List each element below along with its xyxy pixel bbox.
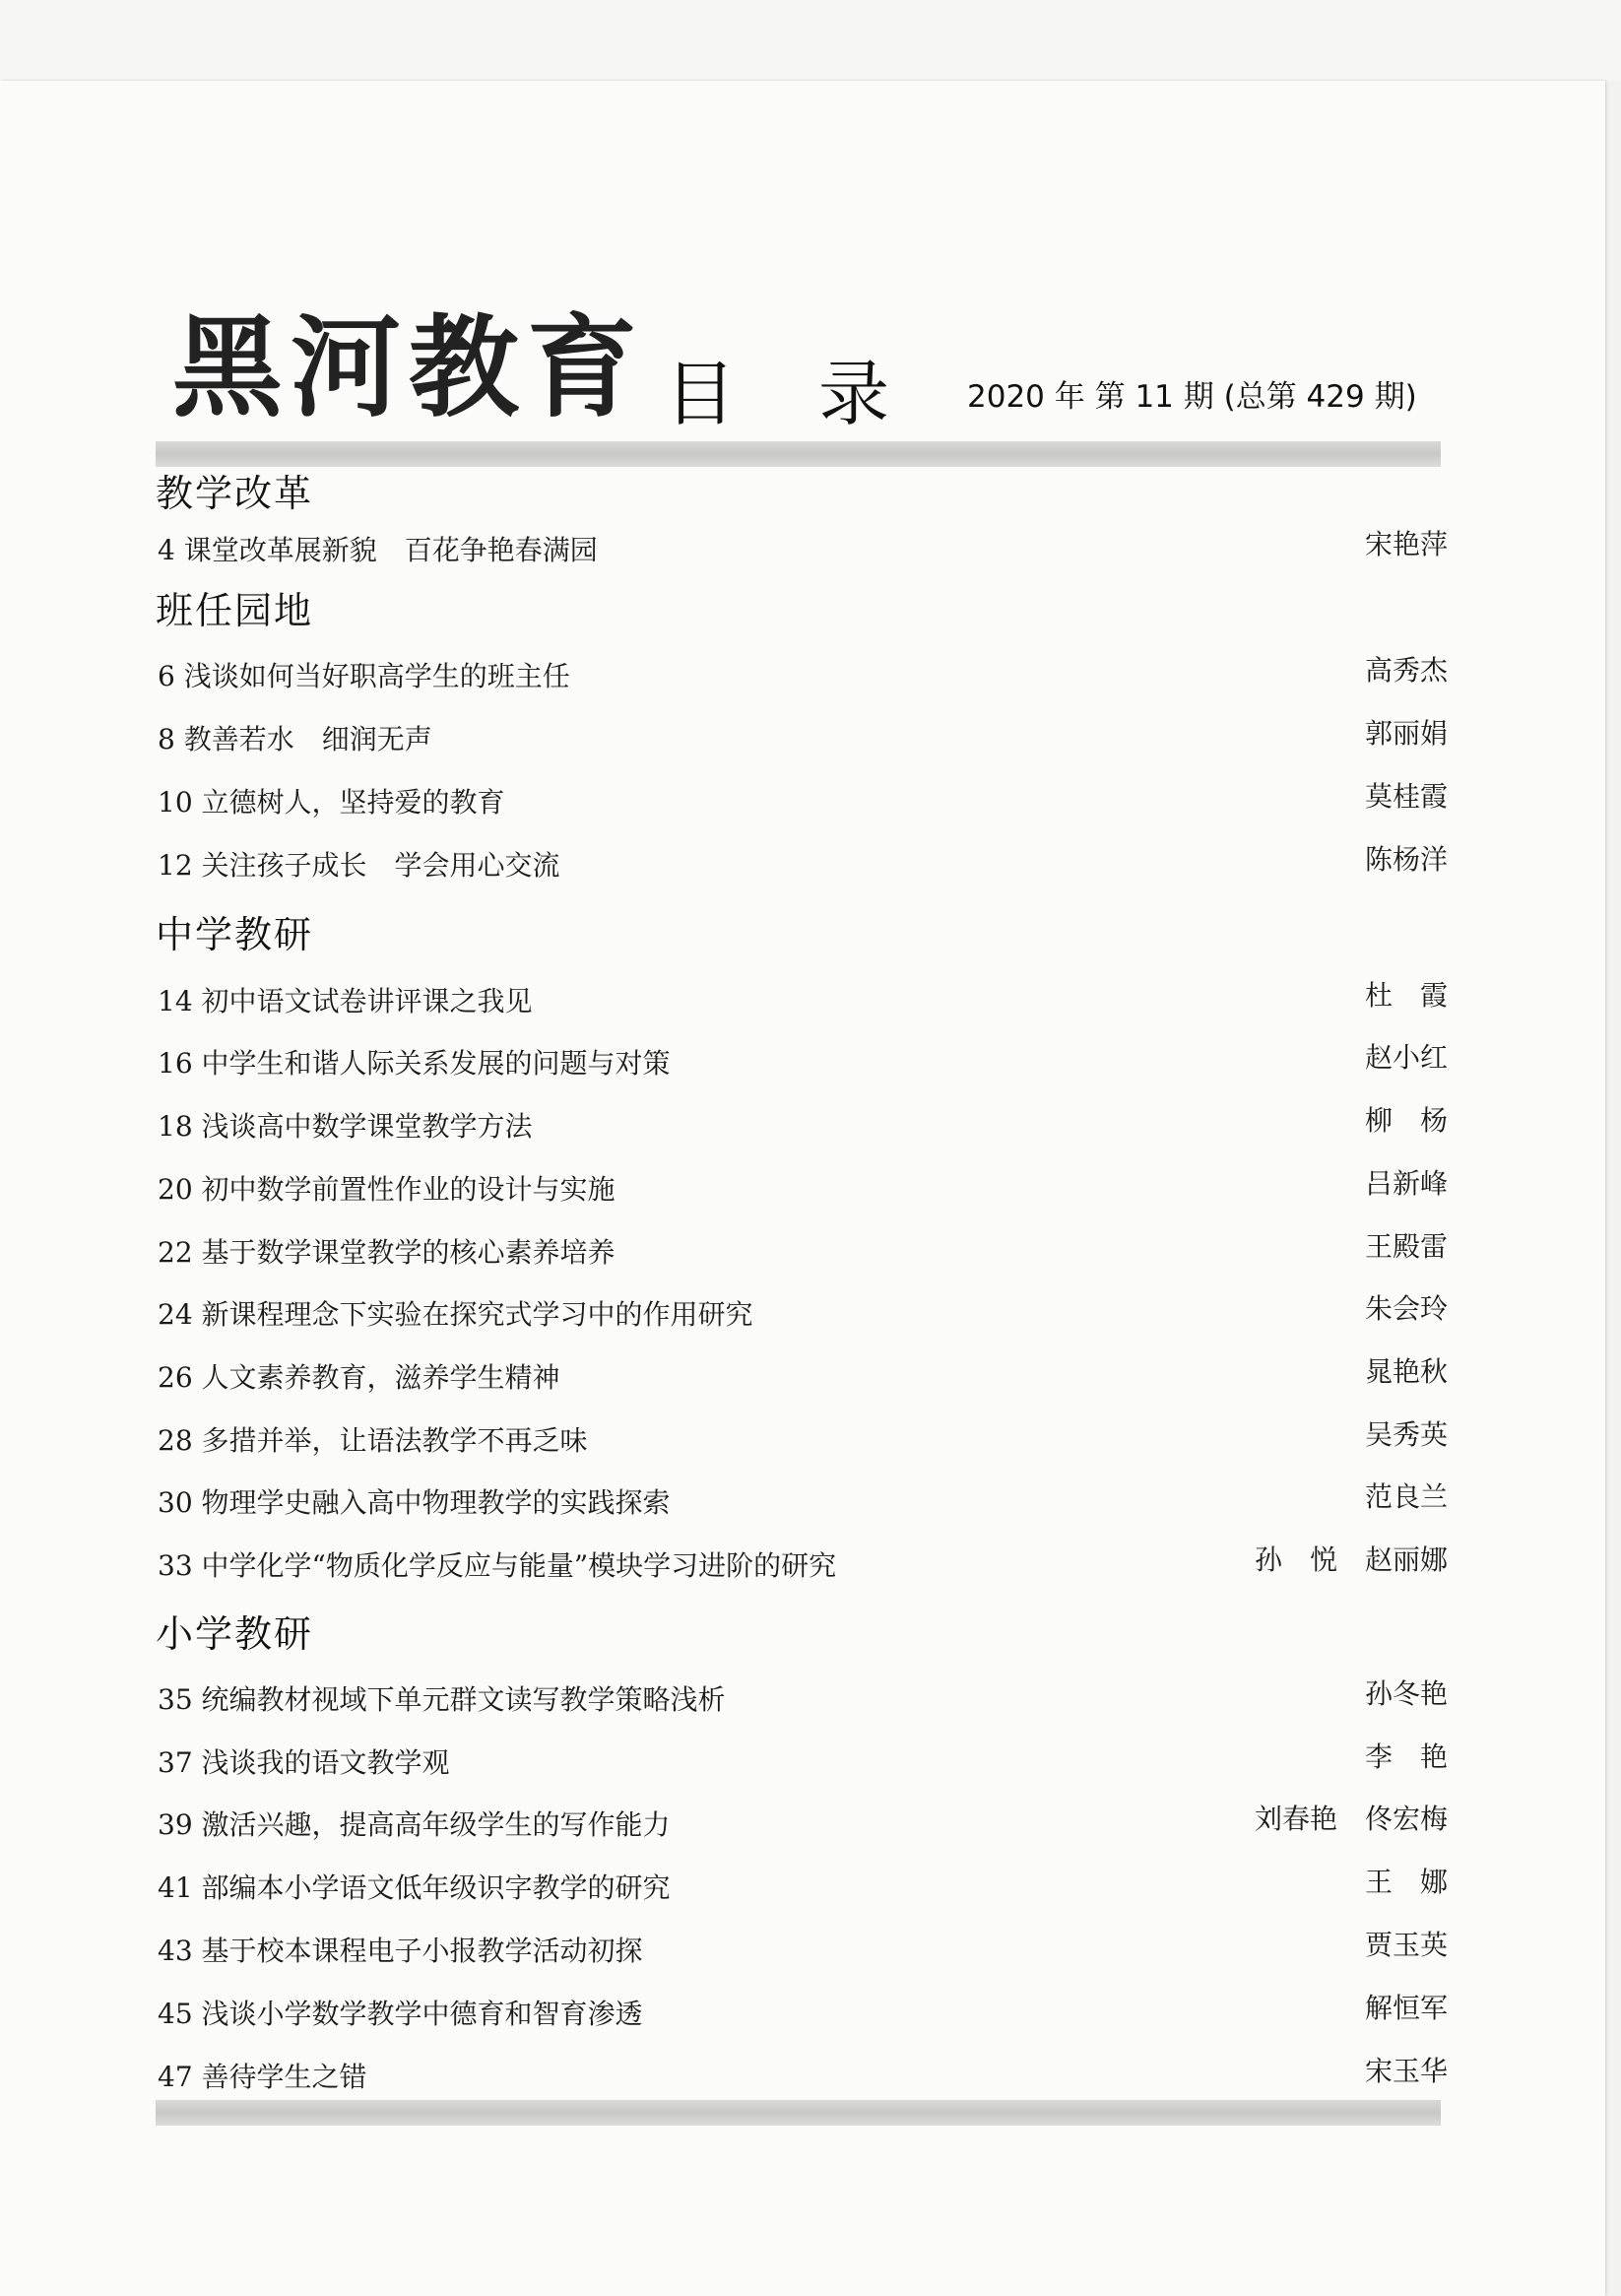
entry-author: 莫桂霞 bbox=[1364, 780, 1448, 813]
entry-author: 高秀杰 bbox=[1364, 654, 1448, 687]
entry-author: 郭丽娟 bbox=[1364, 717, 1448, 750]
entry-page: 39 bbox=[158, 1808, 193, 1841]
entry-page: 41 bbox=[158, 1871, 193, 1904]
entry-title: 中学生和谐人际关系发展的问题与对策 bbox=[201, 1047, 671, 1080]
toc-entry[interactable] bbox=[158, 717, 1448, 756]
entry-page: 8 bbox=[158, 723, 175, 755]
entry-page: 24 bbox=[158, 1298, 193, 1331]
entry-page: 33 bbox=[158, 1549, 193, 1582]
toc-entry[interactable] bbox=[158, 1543, 1448, 1583]
toc-entry[interactable] bbox=[158, 1803, 1448, 1842]
entry-page: 35 bbox=[158, 1683, 193, 1716]
issue-info: 2020 年 第 11 期 (总第 429 期) bbox=[967, 379, 1417, 415]
entry-page: 18 bbox=[158, 1110, 193, 1143]
entry-page: 22 bbox=[158, 1236, 193, 1269]
entry-title: 多措并举，让语法教学不再乏味 bbox=[201, 1424, 588, 1457]
toc-entry[interactable] bbox=[158, 1167, 1448, 1207]
entry-page: 4 bbox=[158, 534, 175, 566]
entry-author: 柳 杨 bbox=[1364, 1104, 1448, 1137]
entry-author: 晁艳秋 bbox=[1364, 1355, 1448, 1388]
entry-author: 解恒军 bbox=[1364, 1992, 1448, 2024]
entry-title: 立德树人，坚持爱的教育 bbox=[201, 786, 505, 819]
entry-author: 佟宏梅 bbox=[1364, 1803, 1448, 1835]
entry-title: 关注孩子成长 学会用心交流 bbox=[201, 849, 560, 882]
entry-title: 浅谈我的语文教学观 bbox=[201, 1746, 450, 1779]
entry-title: 教善若水 细润无声 bbox=[183, 723, 432, 755]
entry-title: 物理学史融入高中物理教学的实践探索 bbox=[201, 1486, 671, 1519]
toc-entry[interactable] bbox=[158, 1355, 1448, 1395]
entry-author: 宋玉华 bbox=[1364, 2055, 1448, 2087]
entry-author: 孙冬艳 bbox=[1364, 1677, 1448, 1710]
toc-entry[interactable] bbox=[158, 1929, 1448, 1968]
entry-title: 部编本小学语文低年级识字教学的研究 bbox=[201, 1871, 671, 1904]
entry-author: 李 艳 bbox=[1364, 1740, 1448, 1773]
entry-author: 陈杨洋 bbox=[1364, 843, 1448, 876]
entry-coauthor: 刘春艳 bbox=[1254, 1803, 1337, 1835]
bottom-divider-band bbox=[156, 2100, 1441, 2126]
entry-title: 浅谈如何当好职高学生的班主任 bbox=[183, 660, 570, 692]
entry-page: 6 bbox=[158, 660, 175, 692]
entry-title: 初中语文试卷讲评课之我见 bbox=[201, 985, 533, 1017]
toc-heading: 目录 bbox=[665, 353, 973, 435]
entry-title: 人文素养教育，滋养学生精神 bbox=[201, 1361, 560, 1394]
entry-author: 王殿雷 bbox=[1364, 1230, 1448, 1263]
entry-page: 12 bbox=[158, 849, 193, 882]
toc-entry[interactable] bbox=[158, 1677, 1448, 1717]
toc-entry[interactable] bbox=[158, 528, 1448, 567]
toc-entry[interactable] bbox=[158, 1480, 1448, 1520]
entry-title: 课堂改革展新貌 百花争艳春满园 bbox=[183, 534, 598, 566]
entry-author: 朱会玲 bbox=[1364, 1292, 1448, 1325]
toc-entry[interactable] bbox=[158, 1866, 1448, 1905]
entry-page: 45 bbox=[158, 1998, 193, 2030]
entry-author: 贾玉英 bbox=[1364, 1929, 1448, 1961]
toc-entry[interactable] bbox=[158, 1230, 1448, 1270]
entry-author: 王 娜 bbox=[1364, 1866, 1448, 1898]
entry-coauthor: 孙 悦 bbox=[1254, 1543, 1337, 1576]
entry-author: 赵小红 bbox=[1364, 1041, 1448, 1074]
entry-author: 宋艳萍 bbox=[1364, 528, 1448, 560]
toc-entry[interactable] bbox=[158, 1292, 1448, 1332]
entry-author: 赵丽娜 bbox=[1364, 1543, 1448, 1576]
section-heading: 教学改革 bbox=[156, 472, 314, 515]
toc-entry[interactable] bbox=[158, 1992, 1448, 2031]
entry-title: 激活兴趣，提高高年级学生的写作能力 bbox=[201, 1808, 671, 1841]
entry-page: 10 bbox=[158, 786, 193, 819]
toc-entry[interactable] bbox=[158, 1104, 1448, 1144]
entry-title: 浅谈高中数学课堂教学方法 bbox=[201, 1110, 533, 1143]
entry-title: 新课程理念下实验在探究式学习中的作用研究 bbox=[201, 1298, 753, 1331]
toc-entry[interactable] bbox=[158, 843, 1448, 883]
entry-author: 杜 霞 bbox=[1364, 979, 1448, 1012]
entry-page: 28 bbox=[158, 1424, 193, 1457]
top-divider-band bbox=[156, 441, 1441, 467]
journal-logo: 黑河教育 bbox=[172, 303, 645, 432]
section-heading: 中学教研 bbox=[156, 913, 314, 956]
entry-title: 初中数学前置性作业的设计与实施 bbox=[201, 1173, 616, 1206]
entry-page: 26 bbox=[158, 1361, 193, 1394]
entry-title: 浅谈小学数学教学中德育和智育渗透 bbox=[201, 1998, 643, 2030]
toc-entry[interactable] bbox=[158, 1418, 1448, 1458]
entry-page: 43 bbox=[158, 1935, 193, 1967]
entry-author: 吕新峰 bbox=[1364, 1167, 1448, 1200]
section-heading: 班任园地 bbox=[156, 589, 314, 632]
entry-page: 16 bbox=[158, 1047, 193, 1080]
entry-title: 中学化学“物质化学反应与能量”模块学习进阶的研究 bbox=[201, 1549, 837, 1582]
entry-author: 范良兰 bbox=[1364, 1480, 1448, 1513]
entry-title: 善待学生之错 bbox=[201, 2061, 367, 2093]
entry-page: 47 bbox=[158, 2061, 193, 2093]
entry-page: 14 bbox=[158, 985, 193, 1017]
entry-page: 30 bbox=[158, 1486, 193, 1519]
entry-title: 基于校本课程电子小报教学活动初探 bbox=[201, 1935, 643, 1967]
toc-entry[interactable] bbox=[158, 780, 1448, 820]
toc-entry[interactable] bbox=[158, 1740, 1448, 1780]
entry-page: 37 bbox=[158, 1746, 193, 1779]
entry-author: 吴秀英 bbox=[1364, 1418, 1448, 1451]
section-heading: 小学教研 bbox=[156, 1612, 314, 1656]
toc-entry[interactable] bbox=[158, 1041, 1448, 1081]
toc-entry[interactable] bbox=[158, 2055, 1448, 2094]
toc-entry[interactable] bbox=[158, 654, 1448, 693]
entry-page: 20 bbox=[158, 1173, 193, 1206]
toc-entry[interactable] bbox=[158, 979, 1448, 1018]
scan-top-margin bbox=[0, 0, 1621, 81]
entry-title: 基于数学课堂教学的核心素养培养 bbox=[201, 1236, 616, 1269]
entry-title: 统编教材视域下单元群文读写教学策略浅析 bbox=[201, 1683, 726, 1716]
